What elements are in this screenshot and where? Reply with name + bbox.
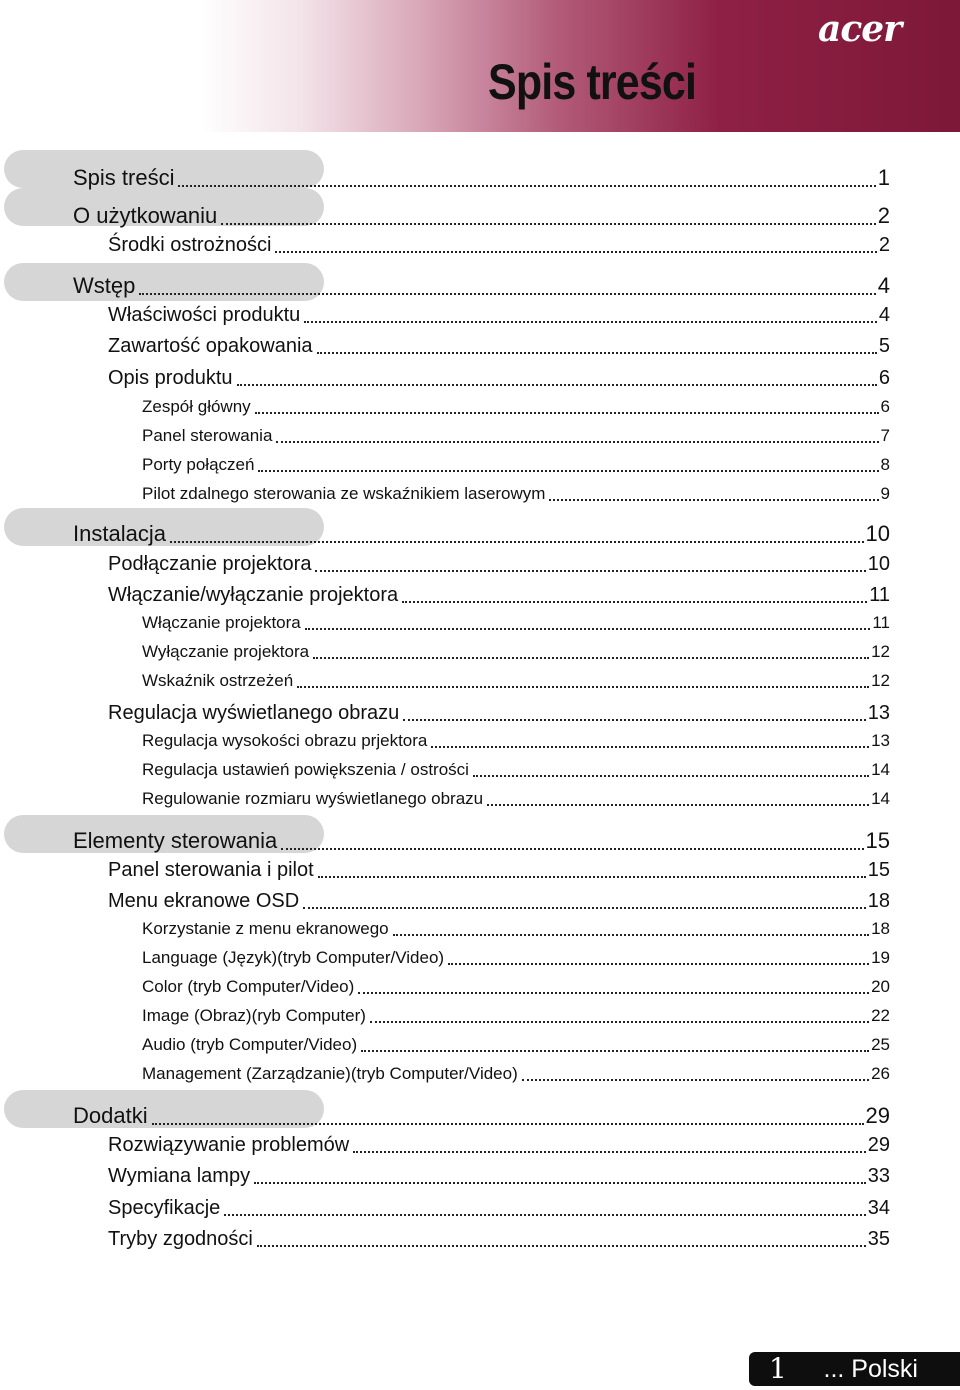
toc-entry-level-1[interactable] — [73, 519, 890, 549]
dot-leader — [237, 384, 877, 386]
toc-entry-title: Image (Obraz)(ryb Computer) — [142, 1006, 366, 1025]
toc-entry-level-1[interactable] — [73, 271, 890, 301]
toc-entry-page: 14 — [871, 760, 890, 779]
toc-entry-page: 35 — [867, 1228, 890, 1250]
dot-leader — [152, 1123, 864, 1125]
toc-entry-title: Pilot zdalnego sterowania ze wskaźnikiem laserowym — [142, 484, 546, 503]
toc-entry-page: 12 — [871, 671, 890, 690]
toc-entry-page: 18 — [867, 890, 890, 912]
toc-entry-title: Właściwości produktu — [108, 304, 301, 326]
toc-entry-title: Porty połączeń — [142, 455, 255, 474]
dot-leader — [393, 934, 869, 936]
toc-entry-page: 4 — [877, 273, 890, 298]
toc-entry-level-3[interactable] — [142, 453, 890, 477]
dot-leader — [275, 251, 876, 253]
header-banner — [0, 0, 960, 132]
dot-leader — [257, 1245, 866, 1247]
dot-leader — [473, 775, 869, 777]
dot-leader — [431, 746, 869, 748]
dot-leader — [315, 570, 865, 572]
dot-leader — [221, 223, 875, 225]
toc-entry-title: Menu ekranowe OSD — [108, 890, 300, 912]
dot-leader — [522, 1079, 869, 1081]
toc-entry-title: Korzystanie z menu ekranowego — [142, 919, 389, 938]
toc-entry-title: Dodatki — [73, 1103, 148, 1128]
toc-entry-page: 22 — [871, 1006, 890, 1025]
toc-entry-page: 6 — [880, 397, 890, 416]
dot-leader — [276, 441, 878, 443]
dot-leader — [303, 907, 866, 909]
toc-entry-page: 15 — [865, 828, 890, 853]
toc-entry-page: 10 — [867, 553, 890, 575]
dot-leader — [448, 963, 869, 965]
toc-entry-level-2[interactable] — [108, 1162, 890, 1190]
toc-entry-title: Wyłączanie projektora — [142, 642, 310, 661]
toc-entry-title: Language (Język)(tryb Computer/Video) — [142, 948, 445, 967]
toc-entry-page: 7 — [880, 426, 890, 445]
toc-entry-page: 29 — [865, 1103, 890, 1128]
toc-entry-level-3[interactable] — [142, 975, 890, 999]
toc-entry-page: 34 — [867, 1197, 890, 1219]
dot-leader — [358, 992, 869, 994]
toc-entry-page: 13 — [871, 731, 890, 750]
dot-leader — [258, 470, 878, 472]
page-title: Spis treści — [488, 54, 697, 110]
toc-entry-level-1[interactable] — [73, 201, 890, 231]
toc-entry-level-2[interactable] — [108, 1194, 890, 1222]
toc-entry-page: 2 — [877, 203, 890, 228]
toc-entry-page: 18 — [871, 919, 890, 938]
toc-entry-title: Regulacja wysokości obrazu prjektora — [142, 731, 428, 750]
toc-entry-title: Wymiana lampy — [108, 1165, 251, 1187]
toc-entry-title: Wskaźnik ostrzeżeń — [142, 671, 294, 690]
toc-entry-page: 10 — [865, 521, 890, 546]
toc-entry-level-1[interactable] — [73, 1101, 890, 1131]
toc-entry-title: Panel sterowania i pilot — [108, 859, 314, 881]
toc-entry-title: Włączanie/wyłączanie projektora — [108, 584, 399, 606]
toc-entry-page: 5 — [878, 335, 890, 357]
toc-entry-level-2[interactable] — [108, 301, 890, 329]
toc-entry-level-2[interactable] — [108, 332, 890, 360]
toc-entry-title: Włączanie projektora — [142, 613, 301, 632]
dot-leader — [304, 321, 877, 323]
dot-leader — [361, 1050, 869, 1052]
toc-entry-level-2[interactable] — [108, 581, 890, 609]
toc-entry-level-3[interactable] — [142, 640, 890, 664]
dot-leader — [305, 628, 871, 630]
toc-entry-level-1[interactable] — [73, 163, 890, 193]
toc-entry-page: 8 — [880, 455, 890, 474]
toc-entry-level-2[interactable] — [108, 887, 890, 915]
toc-entry-page: 15 — [867, 859, 890, 881]
toc-entry-title: Specyfikacje — [108, 1197, 221, 1219]
dot-leader — [402, 601, 867, 603]
toc-entry-level-3[interactable] — [142, 611, 890, 635]
toc-entry-level-3[interactable] — [142, 946, 890, 970]
toc-entry-page: 19 — [871, 948, 890, 967]
toc-entry-page: 29 — [867, 1134, 890, 1156]
toc-entry-level-3[interactable] — [142, 482, 890, 506]
toc-entry-page: 13 — [867, 702, 890, 724]
toc-entry-title: Opis produktu — [108, 367, 233, 389]
toc-entry-page: 1 — [877, 165, 890, 190]
toc-entry-title: Regulacja ustawień powiększenia / ostrości — [142, 760, 469, 779]
toc-entry-level-2[interactable] — [108, 1225, 890, 1253]
toc-entry-page: 2 — [878, 234, 890, 256]
toc-entry-title: Spis treści — [73, 165, 175, 190]
toc-entry-title: Podłączanie projektora — [108, 553, 312, 575]
toc-entry-page: 33 — [867, 1165, 890, 1187]
dot-leader — [281, 848, 863, 850]
toc-entry-title: Tryby zgodności — [108, 1228, 253, 1250]
acer-logo: acer — [818, 8, 902, 50]
language-label: ... Polski — [823, 1355, 918, 1383]
toc-entry-page: 4 — [878, 304, 890, 326]
toc-entry-title: Audio (tryb Computer/Video) — [142, 1035, 358, 1054]
dot-leader — [254, 1182, 866, 1184]
toc-entry-level-3[interactable] — [142, 1062, 890, 1086]
dot-leader — [317, 352, 877, 354]
toc-entry-title: Zespół główny — [142, 397, 251, 416]
toc-entry-page: 6 — [878, 367, 890, 389]
toc-entry-level-3[interactable] — [142, 669, 890, 693]
dot-leader — [353, 1151, 866, 1153]
toc-entry-level-2[interactable] — [108, 856, 890, 884]
dot-leader — [178, 185, 875, 187]
dot-leader — [487, 804, 869, 806]
toc-entry-level-1[interactable] — [73, 826, 890, 856]
toc-entry-level-3[interactable] — [142, 917, 890, 941]
toc-entry-level-2[interactable] — [108, 231, 890, 259]
toc-entry-page: 26 — [871, 1064, 890, 1083]
dot-leader — [170, 541, 864, 543]
toc-entry-level-3[interactable] — [142, 787, 890, 811]
toc-entry-title: Rozwiązywanie problemów — [108, 1134, 350, 1156]
toc-entry-level-2[interactable] — [108, 1131, 890, 1159]
toc-entry-title: Wstęp — [73, 273, 136, 298]
toc-entry-title: Color (tryb Computer/Video) — [142, 977, 355, 996]
toc-entry-level-3[interactable] — [142, 1004, 890, 1028]
dot-leader — [255, 412, 879, 414]
toc-entry-title: Regulacja wyświetlanego obrazu — [108, 702, 400, 724]
page-footer — [749, 1352, 960, 1386]
toc-entry-title: Regulowanie rozmiaru wyświetlanego obrazu — [142, 789, 484, 808]
dot-leader — [139, 293, 875, 295]
toc-entry-level-3[interactable] — [142, 395, 890, 419]
dot-leader — [318, 876, 866, 878]
toc-entry-level-3[interactable] — [142, 729, 890, 753]
page-number: 1 — [769, 1352, 787, 1385]
dot-leader — [549, 499, 878, 501]
dot-leader — [313, 657, 869, 659]
toc-entry-level-2[interactable] — [108, 364, 890, 392]
toc-entry-page: 11 — [872, 613, 890, 632]
toc-entry-title: Elementy sterowania — [73, 828, 278, 853]
toc-entry-title: O użytkowaniu — [73, 203, 218, 228]
dot-leader — [297, 686, 869, 688]
toc-entry-page: 12 — [871, 642, 890, 661]
toc-entry-page: 25 — [871, 1035, 890, 1054]
toc-entry-level-2[interactable] — [108, 699, 890, 727]
toc-entry-title: Zawartość opakowania — [108, 335, 313, 357]
toc-entry-title: Instalacja — [73, 521, 166, 546]
toc-entry-page: 20 — [871, 977, 890, 996]
dot-leader — [224, 1214, 865, 1216]
toc-entry-level-3[interactable] — [142, 1033, 890, 1057]
toc-entry-page: 9 — [880, 484, 890, 503]
toc-entry-level-3[interactable] — [142, 424, 890, 448]
dot-leader — [370, 1021, 869, 1023]
toc-entry-page: 14 — [871, 789, 890, 808]
toc-entry-page: 11 — [869, 584, 890, 606]
dot-leader — [403, 719, 865, 721]
toc-entry-level-2[interactable] — [108, 550, 890, 578]
toc-entry-title: Środki ostrożności — [108, 234, 272, 256]
toc-entry-title: Panel sterowania — [142, 426, 273, 445]
toc-entry-title: Management (Zarządzanie)(tryb Computer/Video) — [142, 1064, 518, 1083]
toc-entry-level-3[interactable] — [142, 758, 890, 782]
